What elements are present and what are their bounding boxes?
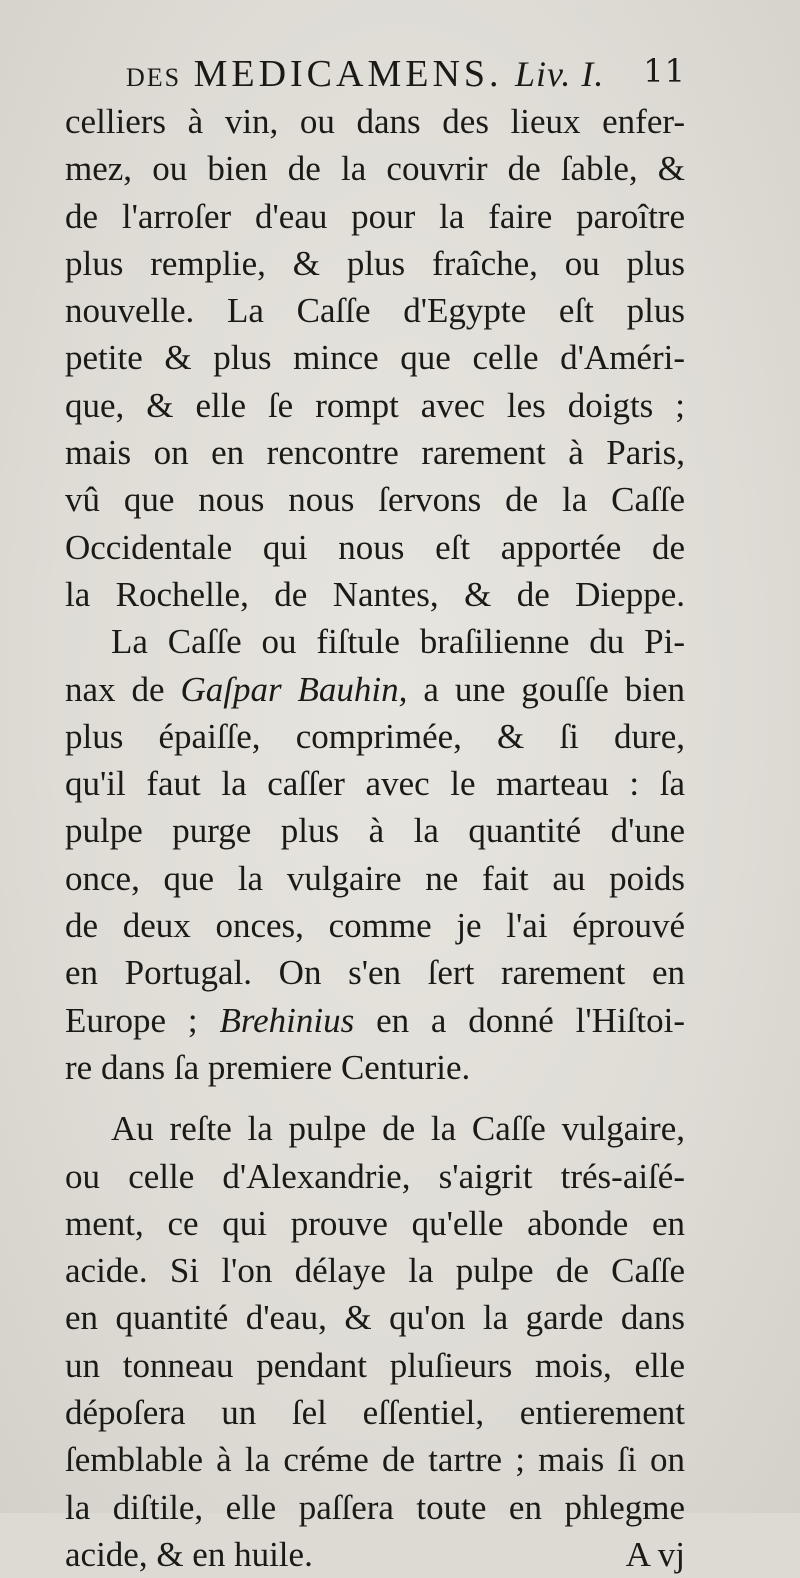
text-line: once, que la vulgaire ne fait au poids bbox=[65, 858, 685, 898]
text-fragment: Europe ; bbox=[65, 1000, 220, 1040]
text-fragment: nax de bbox=[65, 669, 181, 709]
running-header bbox=[126, 52, 686, 98]
text-line: celliers à vin, ou dans des lieux enfer- bbox=[65, 102, 685, 141]
signature-mark: A vj bbox=[625, 1534, 685, 1574]
body-text bbox=[65, 98, 685, 1578]
text-line: dépoſera un ſel eſſentiel, entierement bbox=[65, 1393, 685, 1433]
text-line: ſemblable à la créme de tartre ; mais ſi on bbox=[65, 1440, 685, 1480]
text-line: petite & plus mince que celle d'Améri- bbox=[65, 338, 685, 378]
text-line bbox=[65, 1531, 685, 1578]
text-line: en Portugal. On s'en ſert rarement en bbox=[65, 953, 685, 993]
text-line: la diſtile, elle paſſera toute en phlegme bbox=[65, 1487, 685, 1527]
text-line: la Rochelle, de Nantes, & de Dieppe. bbox=[65, 574, 685, 614]
text-line: de l'arroſer d'eau pour la faire paroître bbox=[65, 196, 685, 236]
author-name: Gaſpar Bauhin, bbox=[180, 669, 408, 709]
page-number: 11 bbox=[643, 52, 686, 90]
text-line: ou celle d'Alexandrie, s'aigrit trés-aiſé- bbox=[65, 1156, 685, 1196]
running-title-prefix: DES bbox=[126, 63, 182, 92]
text-line: La Caſſe ou fiſtule braſilienne du Pi- bbox=[111, 622, 685, 662]
text-fragment: a une gouſſe bien bbox=[407, 669, 685, 709]
text-line: nouvelle. La Caſſe d'Egypte eſt plus bbox=[65, 291, 685, 331]
text-line: mais on en rencontre rarement à Paris, bbox=[65, 433, 685, 473]
text-line: Au reſte la pulpe de la Caſſe vulgaire, bbox=[111, 1109, 685, 1149]
text-line: ment, ce qui prouve qu'elle abonde en bbox=[65, 1203, 685, 1243]
text-line: acide. Si l'on délaye la pulpe de Caſſe bbox=[65, 1251, 685, 1291]
text-line: qu'il faut la caſſer avec le marteau : ſa bbox=[65, 764, 685, 804]
text-fragment: acide, & en huile. bbox=[65, 1534, 313, 1574]
text-line bbox=[65, 666, 685, 713]
text-fragment: en a donné l'Hiſtoi- bbox=[354, 1000, 685, 1040]
text-line: de deux onces, comme je l'ai éprouvé bbox=[65, 906, 685, 946]
book-number: Liv. I. bbox=[515, 54, 605, 94]
text-line: un tonneau pendant pluſieurs mois, elle bbox=[65, 1345, 685, 1385]
author-name: Brehinius bbox=[219, 1000, 355, 1040]
text-line: pulpe purge plus à la quantité d'une bbox=[65, 811, 685, 851]
running-title: MEDICAMENS. bbox=[193, 53, 503, 95]
text-line bbox=[65, 997, 685, 1044]
text-line: vû que nous nous ſervons de la Caſſe bbox=[65, 480, 685, 520]
text-line: mez, ou bien de la couvrir de ſable, & bbox=[65, 149, 685, 189]
text-line: plus épaiſſe, comprimée, & ſi dure, bbox=[65, 716, 685, 756]
text-line: en quantité d'eau, & qu'on la garde dans bbox=[65, 1298, 685, 1338]
text-line: que, & elle ſe rompt avec les doigts ; bbox=[65, 385, 685, 425]
text-line: plus remplie, & plus fraîche, ou plus bbox=[65, 243, 685, 283]
text-line: Occidentale qui nous eſt apportée de bbox=[65, 527, 685, 567]
text-line: re dans ſa premiere Centurie. bbox=[65, 1047, 471, 1087]
